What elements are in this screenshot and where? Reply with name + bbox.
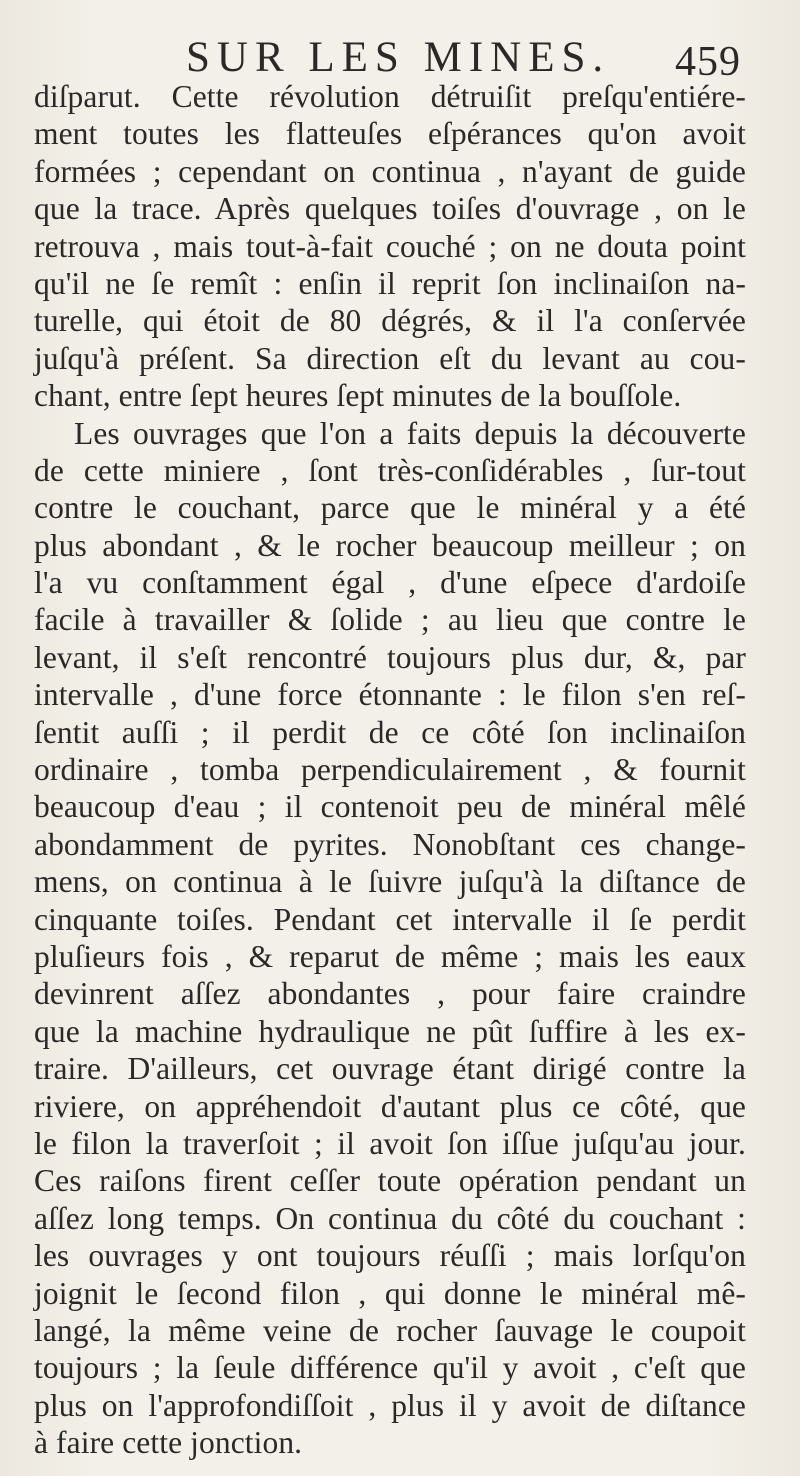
text-line: que la machine hydraulique ne pût ſuffire à les ex- xyxy=(34,1013,746,1049)
text-line: chant, entre ſept heures ſept minutes de la bouſſole. xyxy=(34,378,682,414)
text-line: plus on l'approfondiſſoit , plus il y avoit de diſtance xyxy=(34,1387,746,1423)
text-line: pluſieurs fois , & reparut de même ; mais les eaux xyxy=(34,938,746,974)
text-line: joignit le ſecond filon , qui donne le minéral mê- xyxy=(34,1275,746,1311)
text-line: levant, il s'eſt rencontré toujours plus dur, &, par xyxy=(34,639,746,675)
text-line: devinrent aſſez abondantes , pour faire craindre xyxy=(34,976,746,1012)
text-line: beaucoup d'eau ; il contenoit peu de minéral mêlé xyxy=(34,789,746,825)
text-line: le filon la traverſoit ; il avoit ſon iſſue juſqu'au jour. xyxy=(34,1125,746,1161)
text-line: plus abondant , & le rocher beaucoup meilleur ; on xyxy=(34,527,746,563)
body-text xyxy=(34,78,746,1461)
text-line: Ces raiſons firent ceſſer toute opération pendant un xyxy=(34,1163,746,1199)
text-line: retrouva , mais tout-à-fait couché ; on ne douta point xyxy=(34,228,746,264)
text-line: de cette miniere , ſont très-conſidérables , ſur-tout xyxy=(34,452,746,488)
text-line: ordinaire , tomba perpendiculairement , & fournit xyxy=(34,752,746,788)
text-line: aſſez long temps. On continua du côté du couchant : xyxy=(34,1200,746,1236)
text-line: ment toutes les flatteuſes eſpérances qu'on avoit xyxy=(34,116,746,152)
page-number: 459 xyxy=(675,39,741,85)
text-line: les ouvrages y ont toujours réuſſi ; mais lorſqu'on xyxy=(34,1238,746,1274)
text-line: contre le couchant, parce que le minéral y a été xyxy=(34,490,746,526)
text-line: à faire cette jonction. xyxy=(34,1425,303,1461)
text-line: mens, on continua à le ſuivre juſqu'à la diſtance de xyxy=(34,864,746,900)
text-line: ſentit auſſi ; il perdit de ce côté ſon inclinaiſon xyxy=(34,714,746,750)
page-header xyxy=(0,30,800,85)
text-line: abondamment de pyrites. Nonobſtant ces change- xyxy=(34,826,746,862)
text-line: cinquante toiſes. Pendant cet intervalle il ſe perdit xyxy=(34,901,746,937)
text-line: juſqu'à préſent. Sa direction eſt du levant au cou- xyxy=(34,340,746,376)
text-line: toujours ; la ſeule différence qu'il y avoit , c'eſt que xyxy=(34,1350,746,1386)
text-line: traire. D'ailleurs, cet ouvrage étant dirigé contre la xyxy=(34,1051,746,1087)
text-line: que la trace. Après quelques toiſes d'ouvrage , on le xyxy=(34,191,746,227)
text-line: turelle, qui étoit de 80 dégrés, & il l'a conſervée xyxy=(34,303,746,339)
text-line: facile à travailler & ſolide ; au lieu que contre le xyxy=(34,602,746,638)
text-line: diſparut. Cette révolution détruiſit preſqu'entiére- xyxy=(34,79,746,114)
text-line: langé, la même veine de rocher ſauvage le coupoit xyxy=(34,1312,746,1348)
text-line: qu'il ne ſe remît : enſin il reprit ſon inclinaiſon na- xyxy=(34,265,746,301)
text-line: riviere, on appréhendoit d'autant plus ce côté, que xyxy=(34,1088,746,1124)
running-head: SUR LES MINES. xyxy=(186,34,611,81)
text-line: l'a vu conſtamment égal , d'une eſpece d'ardoiſe xyxy=(34,565,746,601)
text-line: formées ; cependant on continua , n'ayant de guide xyxy=(34,153,746,189)
text-line: Les ouvrages que l'on a faits depuis la découverte xyxy=(74,415,746,451)
text-line: intervalle , d'une force étonnante : le filon s'en reſ- xyxy=(34,677,746,713)
